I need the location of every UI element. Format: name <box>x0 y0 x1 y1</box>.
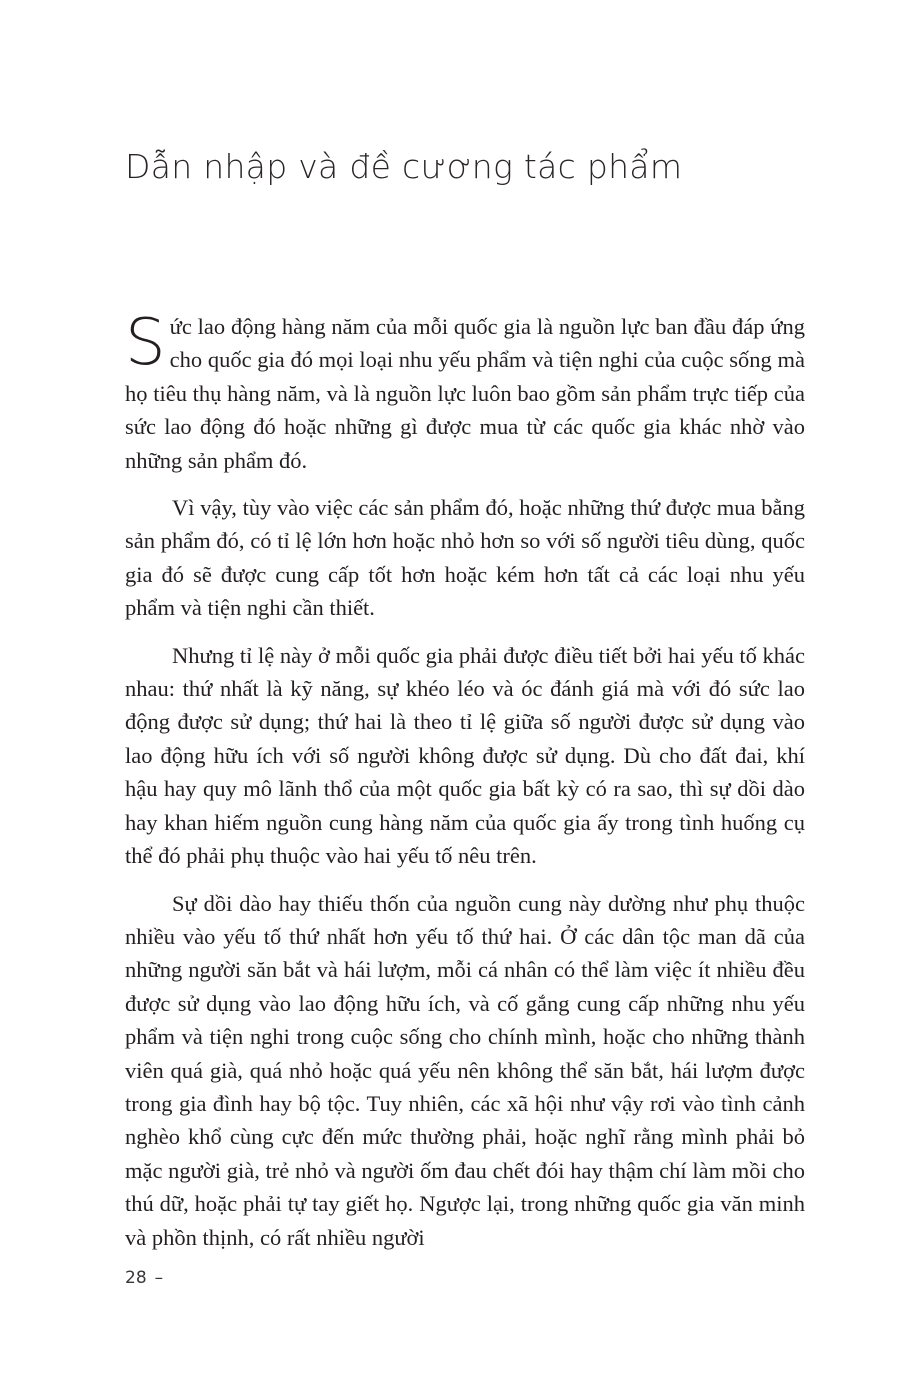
page-footer <box>125 1268 171 1288</box>
paragraph-1-text: ức lao động hàng năm của mỗi quốc gia là nguồn lực ban đầu đáp ứng cho quốc gia đó mọi loại nhu yếu phẩm và tiện nghi của cuộc sống mà họ tiêu thụ hàng năm, và là nguồn lực luôn bao gồm sản phẩm trực tiếp của sức lao động đó hoặc những gì được mua từ các quốc gia khác nhờ vào những sản phẩm đó. <box>125 314 805 473</box>
chapter-title: Dẫn nhập và đề cương tác phẩm <box>125 147 683 186</box>
paragraph-2: Vì vậy, tùy vào việc các sản phẩm đó, hoặc những thứ được mua bằng sản phẩm đó, có tỉ lệ lớn hơn hoặc nhỏ hơn so với số người tiêu dùng, quốc gia đó sẽ được cung cấp tốt hơn hoặc kém hơn tất cả các loại nhu yếu phẩm và tiện nghi cần thiết. <box>125 495 805 621</box>
paragraph-1 <box>125 306 805 477</box>
paragraph-3: Nhưng tỉ lệ này ở mỗi quốc gia phải được điều tiết bởi hai yếu tố khác nhau: thứ nhất là kỹ năng, sự khéo léo và óc đánh giá mà với đó sức lao động được sử dụng; thứ hai là theo tỉ lệ giữa số người được sử dụng vào lao động hữu ích với số người không được sử dụng. Dù cho đất đai, khí hậu hay quy mô lãnh thổ của một quốc gia bất kỳ có ra sao, thì sự dồi dào hay khan hiếm nguồn cung hàng năm của quốc gia ấy trong tình huống cụ thể đó phải phụ thuộc vào hai yếu tố nêu trên. <box>125 642 805 869</box>
drop-cap: S <box>125 306 166 380</box>
footer-dash: – <box>154 1268 164 1288</box>
page-number: 28 <box>125 1268 147 1288</box>
paragraph-4: Sự dồi dào hay thiếu thốn của nguồn cung này dường như phụ thuộc nhiều vào yếu tố thứ nhất hơn yếu tố thứ hai. Ở các dân tộc man dã của những người săn bắt và hái lượm, mỗi cá nhân có thể làm việc ít nhiều đều được sử dụng vào lao động hữu ích, và cố gắng cung cấp những nhu yếu phẩm và tiện nghi trong cuộc sống cho chính mình, hoặc cho những thành viên quá già, quá nhỏ hoặc quá yếu nên không thể săn bắt, hái lượm được trong gia đình hay bộ tộc. Tuy nhiên, các xã hội như vậy rơi vào tình cảnh nghèo khổ cùng cực đến mức thường phải, hoặc nghĩ rằng mình phải bỏ mặc người già, trẻ nhỏ và người ốm đau chết đói hay thậm chí làm mồi cho thú dữ, hoặc phải tự tay giết họ. Ngược lại, trong những quốc gia văn minh và phồn thịnh, có rất nhiều người <box>125 890 805 1250</box>
body-text <box>125 306 805 1268</box>
